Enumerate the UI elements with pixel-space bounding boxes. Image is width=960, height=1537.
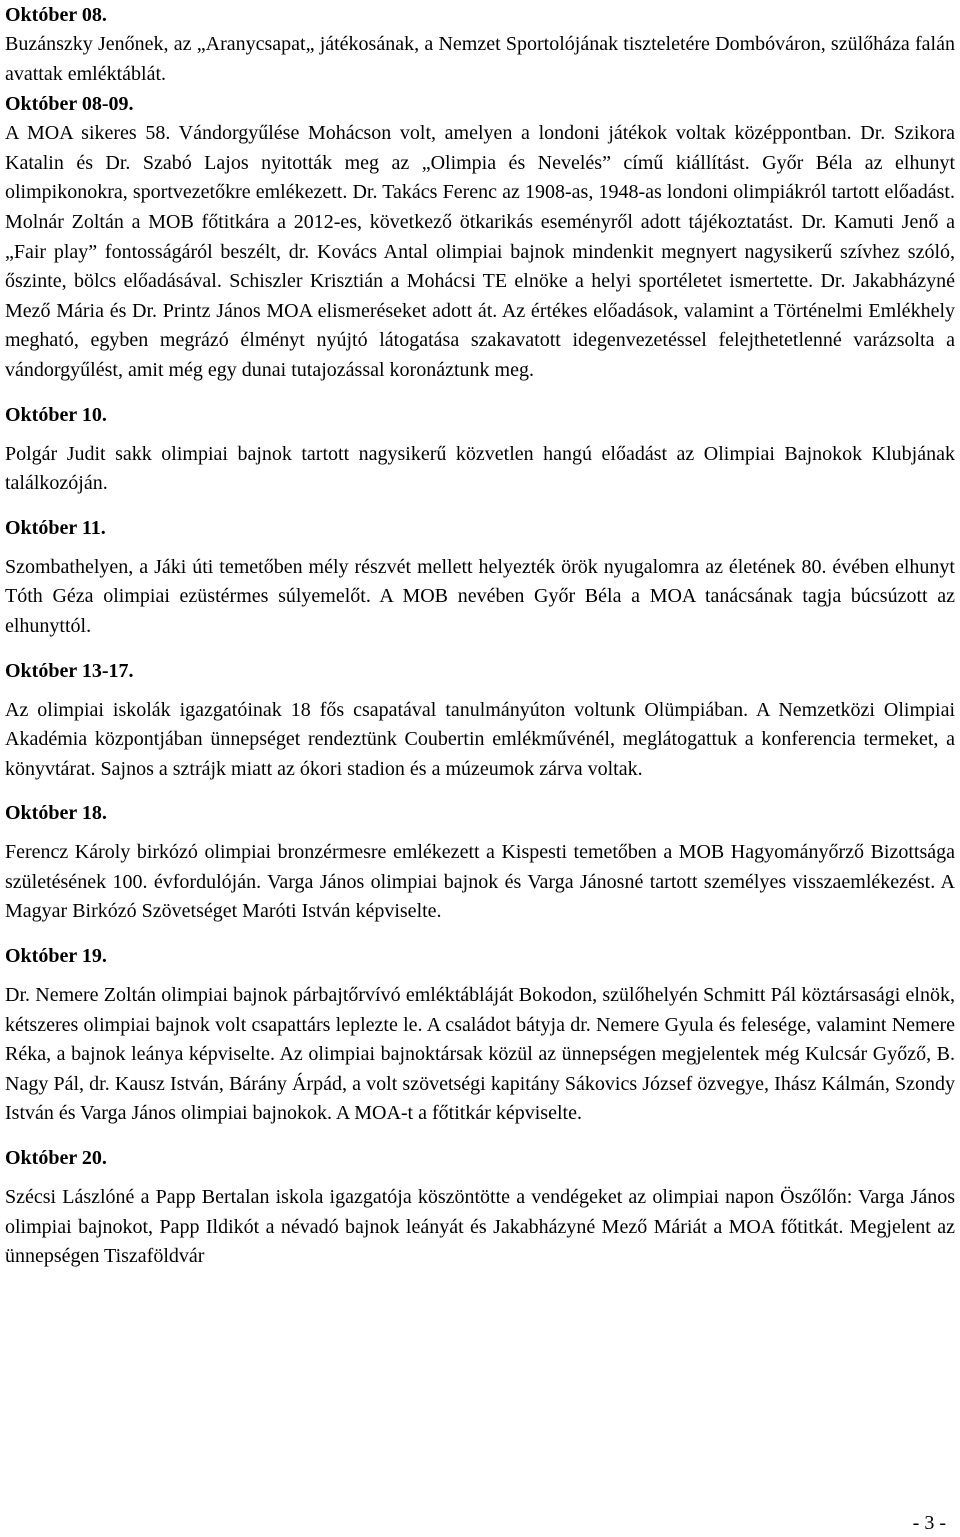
entry-text: Az olimpiai iskolák igazgatóinak 18 fős csapatával tanulmányúton voltunk Olümpiában. A Nemzetközi Olimpiai Akadémia központjában ünnepséget rendeztünk Coubertin emlékművénél, meglátogattuk a konferencia termeket, a könyvtárat. Sajnos a sztrájk miatt az ókori stadion és a múzeumok zárva voltak. [5,698,955,780]
document-page [5,0,955,1272]
entry-date: Október 08. [5,4,107,26]
entry-date: Október 11. [5,516,106,539]
entry-text: Buzánszky Jenőnek, az „Aranycsapat„ játékosának, a Nemzet Sportolójának tiszteletére Dombóváron, szülőháza falán avattak emléktáblát. [5,33,955,85]
entry-date: Október 18. [5,802,107,825]
entry-text: Polgár Judit sakk olimpiai bajnok tartott nagysikerű közvetlen hangú előadást az Olimpiai Bajnokok Klubjának találkozóján. [5,442,955,495]
page-number: - 3 - [912,1512,946,1534]
entry-text: Dr. Nemere Zoltán olimpiai bajnok párbajtőrvívó emléktábláját Bokodon, szülőhelyén Schmitt Pál köztársasági elnök, kétszeres olimpiai bajnok volt csapattárs leplezte le. A családot bátyja dr. Nemere Gyula és felesége, valamint Nemere Réka, a bajnok leánya képviselte. Az olimpiai bajnoktársak közül az ünnepségen megjelentek még Kulcsár Győző, B. Nagy Pál, dr. Kausz István, Bárány Árpád, a volt szövetségi kapitány Sákovics József özvegye, Ihász Kálmán, Szondy István és Varga János olimpiai bajnokok. A MOA-t a főtitkár képviselte. [5,984,955,1125]
entry-oct-08-09 [5,89,955,385]
entry-oct-13-17 [5,656,955,785]
entry-text: Ferencz Károly birkózó olimpiai bronzérmesre emlékezett a Kispesti temetőben a MOB Hagyományőrző Bizottsága születésének 100. évfordulóján. Varga János olimpiai bajnok és Varga Jánosné tartott személyes visszaemlékezést. A Magyar Birkózó Szövetséget Maróti István képviselte. [5,841,955,923]
entry-oct-18 [5,798,955,927]
entry-text: Szombathelyen, a Jáki úti temetőben mély részvét mellett helyezték örök nyugalomra az életének 80. évében elhunyt Tóth Géza olimpiai ezüstérmes súlyemelőt. A MOB nevében Győr Béla a MOA tanácsának tagja búcsúzott az elhunyttól. [5,555,955,637]
entry-date: Október 10. [5,403,107,426]
entry-text: Szécsi Lászlóné a Papp Bertalan iskola igazgatója köszöntötte a vendégeket az olimpiai napon Öszőlőn: Varga János olimpiai bajnokot, Papp Ildikót a névadó bajnok leányát és Jakabházyné Mező Máriát a MOA főtitkát. Megjelent az ünnepségen Tiszaföldvár [5,1186,955,1268]
entry-oct-08 [5,0,955,89]
entry-date: Október 19. [5,945,107,968]
entry-oct-19 [5,941,955,1129]
entry-oct-11 [5,513,955,642]
entry-date: Október 20. [5,1147,107,1170]
entry-oct-20 [5,1143,955,1272]
entry-date: Október 13-17. [5,659,134,682]
entry-text: A MOA sikeres 58. Vándorgyűlése Mohácson volt, amelyen a londoni játékok voltak középpontban. Dr. Szikora Katalin és Dr. Szabó Lajos nyitották meg az „Olimpia és Nevelés” című kiállítást. Győr Béla az elhunyt olimpikonokra, sportvezetőkre emlékezett. Dr. Takács Ferenc az 1908-as, 1948-as londoni olimpiákról tartott előadást. Molnár Zoltán a MOB főtitkára a 2012-es, következő ötkarikás eseményről adott tájékoztatást. Dr. Kamuti Jenő a „Fair play” fontosságáról beszélt, dr. Kovács Antal olimpiai bajnok mindenkit megnyert nagysikerű szívhez szóló, őszinte, bölcs előadásával. Schiszler Krisztián a Mohácsi TE elnöke a helyi sportéletet ismertette. Dr. Jakabházyné Mező Mária és Dr. Printz János MOA elismeréseket adott át. Az értékes előadások, valamint a Történelmi Emlékhely megható, egyben megrázó élményt nyújtó látogatása szakavatott idegenvezetéssel felejthetetlenné varázsolta a vándorgyűlést, amit még egy dunai tutajozással koronáztunk meg. [5,122,955,381]
entry-date: Október 08-09. [5,93,134,116]
entry-oct-10 [5,400,955,499]
